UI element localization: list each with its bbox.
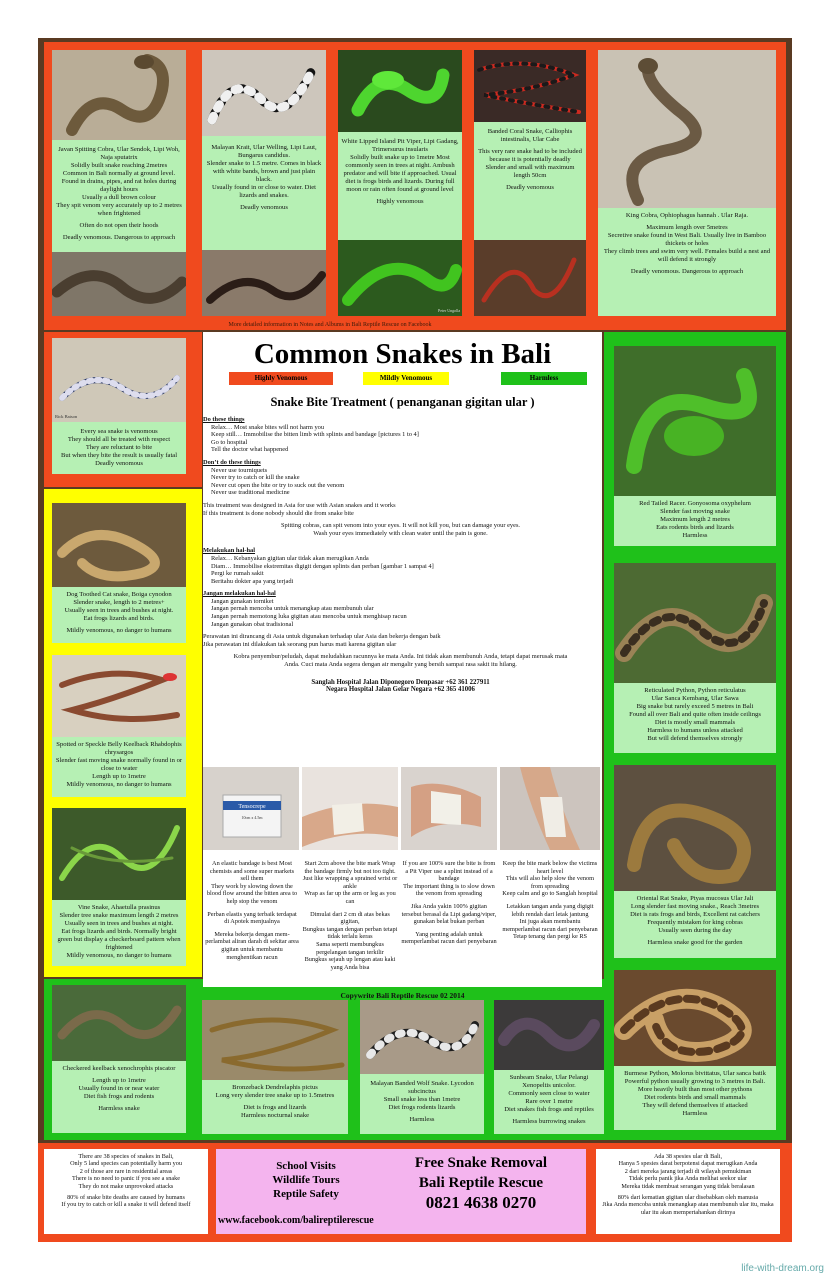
center-panel (203, 332, 602, 987)
phone-number[interactable]: 0821 4638 0270 (425, 1193, 537, 1212)
service-item: School Visits (276, 1160, 336, 1172)
jangan-title: Jangan melakukan hal-hal (203, 590, 276, 598)
info-line: Mereka tidak membuat serangan yang tidak beralasan (621, 1182, 755, 1190)
red-tailed-racer-photo (614, 346, 776, 496)
services-list (226, 1159, 386, 1201)
coral-snake-photo (474, 50, 586, 122)
jangan-item: Jangan gunakan obat tradisional (211, 620, 294, 628)
footer-info-english (44, 1149, 208, 1234)
removal-block (376, 1153, 586, 1213)
info-line: 2 dari mereka jarang terjadi di wilayah pemukiman (624, 1167, 752, 1175)
do-title: Do these things (203, 416, 245, 423)
bandage-step-1-caption: An elastic bandage is best Most chemists and some super markets sell them They work by slowing down the blood flow around the bitten area to help stop the venom Perban elastis yang terbaik terdapat di Apotek menjualnya Mereka bekerja dengan mem-perlambat aliran darah di sekitar area gigitan untuk membantu menghentikan racun (205, 860, 299, 961)
malayan-krait-photo-2 (202, 250, 326, 316)
reticulated-python-caption: Reticulated Python, Python reticulatus Ular Sanca Kembang, Ular Sawa Big snake but rarely exceed 5 metres in Bali Found all over Bali and quite often inside ceilings Diet is mostly small mammals Harmless to humans unless attacked But will defend themselves strongly (629, 687, 761, 742)
rat-snake-card (614, 765, 776, 958)
hospital-negara: Negara Hospital Jalan Gelar Negara +62 365 41006 (326, 686, 475, 694)
sea-snake-card (52, 338, 186, 474)
photo-credit-rick: Rick Batson (55, 414, 78, 419)
rat-snake-photo (614, 765, 776, 891)
coral-snake-caption: Banded Coral Snake, Calliophis intestinalis, Ular Cabe This very rare snake had to be included because it is potentially deadly Slender and small with maximum length 50cm Deadly venomous (478, 128, 582, 191)
legend-highly-venomous: Highly Venomous (229, 372, 333, 385)
asia-note: This treatment was designed in Asia for use with Asian snakes and it works (203, 501, 396, 509)
org-name: Bali Reptile Rescue (418, 1175, 544, 1191)
perawatan-note: Jika perawatan ini dilakukan tak seorang pun harus mati karena gigitan ular (203, 640, 397, 648)
dog-toothed-card (52, 503, 186, 643)
checkered-keelback-card (52, 985, 186, 1133)
dont-item: Never try to catch or kill the snake (211, 474, 300, 482)
bronzeback-caption: Bronzeback Dendrelaphis pictus Long very slender tree snake up to 1.5metres Diet is frogs and lizards Harmless nocturnal snake (215, 1084, 335, 1119)
jangan-item: Jangan gunakan torniket (211, 597, 274, 605)
keelback-caption: Spotted or Speckle Belly Keelback Rhabdophis chrysargos Slender fast moving snake normally found in or close to water Length up to 1metre Mildly venomous, no danger to humans (55, 741, 183, 788)
vine-snake-card (52, 808, 186, 966)
malayan-krait-caption: Malayan Krait, Ular Welling, Lipi Laut, Bungarus candidus. Slender snake to 1.5 metre. Comes in black with white bands, brown and just plain black. Usually found in or close to water. Diet lizards and snakes. Deadly venomous (206, 144, 322, 211)
pit-viper-photo-2 (338, 240, 462, 316)
info-line: Hanya 5 spesies darat berpotensi dapat merugikan Anda (618, 1160, 758, 1168)
lakukan-item: Beritahu dokter apa yang terjadi (211, 577, 294, 585)
bandage-step-4-photo (500, 767, 600, 850)
bandage-step-2-photo (302, 767, 398, 850)
checkered-keelback-caption: Checkered keelback xenochrophis piscator Length up to 1metre Usually found in or near water Diet fish frogs and rodents Harmless snake (62, 1065, 176, 1112)
jangan-item: Jangan pernah mencoba untuk menangkap atau membunuh ular (211, 605, 374, 613)
dont-title: Don’t do these things (203, 458, 261, 466)
dog-toothed-photo (52, 503, 186, 587)
info-line: There is no need to panic if you see a snake (72, 1175, 180, 1183)
javan-cobra-photo-2 (52, 252, 186, 316)
malayan-krait-photo (202, 50, 326, 136)
bandage-step-3-photo (401, 767, 497, 850)
wolf-snake-caption: Malayan Banded Wolf Snake. Lycodon subcinctus Small snake less than 1metre Diet frogs rodents lizards Harmless (370, 1080, 474, 1123)
wolf-snake-card (360, 1000, 484, 1134)
photo-credit-peter: Peter Ungolla (438, 308, 461, 313)
bandage-brand-label: Tensocrepe (238, 804, 266, 810)
info-line: If you try to catch or kill a snake it will defend itself (61, 1201, 191, 1209)
service-item: Reptile Safety (273, 1188, 339, 1200)
keelback-card (52, 655, 186, 797)
wolf-snake-photo (360, 1000, 484, 1074)
info-line: Jika Anda mencoba untuk menangkap atau membunuh ular itu, maka ular itu akan mempertahankan dirinya (602, 1201, 774, 1216)
info-line: Tidak perlu panik jika Anda melihat seekor ular (628, 1175, 748, 1183)
vine-snake-photo (52, 808, 186, 900)
asia-note: If this treatment is done nobody should die from snake bite (203, 509, 354, 517)
removal-title: Free Snake Removal (414, 1155, 548, 1171)
reticulated-python-photo (614, 563, 776, 683)
lakukan-title: Melakukan hal-hal (203, 547, 256, 555)
coral-snake-card (474, 50, 586, 316)
treatment-text (203, 416, 598, 694)
burmese-python-card (614, 970, 776, 1130)
burmese-python-caption: Burmese Python, Molorus bivittatus, Ular sanca batik Powerful python usually growing to 3 metres in Bali. More heavily built than most other pythons Diet rodents birds and small mammals They will defend themselves if attacked Harmless (624, 1070, 766, 1117)
bandage-size-label: 10cm x 4.5m (241, 815, 263, 820)
pit-viper-caption: White Lipped Island Pit Viper, Lipi Gadang, Trimersurus insularis Solidly built snake up to 1metre Most commonly seen in trees at night. Ambush predator and will bite if approached. Usual diet is frogs birds and lizards. During full moon or rain often found at ground level Highly venomous (341, 138, 459, 205)
info-line: 2 of those are rare in residential areas (79, 1167, 173, 1175)
do-item: Keep still… Immobilise the bitten limb with splints and bandage [pictures 1 to 4] (211, 431, 419, 439)
dont-item: Never cut open the bite or try to suck out the venom (211, 481, 345, 489)
hospital-sanglah: Sanglah Hospital Jalan Diponegoro Denpasar +62 361 227911 (311, 678, 490, 686)
king-cobra-card (598, 50, 776, 316)
sunbeam-snake-photo (494, 1000, 604, 1070)
bandage-step-1-photo (203, 767, 299, 850)
kobra-note: Anda. Cuci mata Anda segera dengan air mengalir yang bersih sampai rasa sakit itu hilang. (284, 661, 517, 669)
do-item: Go to hospital (211, 438, 248, 446)
do-item: Relax… Most snake bites will not harm you (211, 423, 325, 431)
treatment-heading: Snake Bite Treatment ( penanganan gigitan ular ) (270, 395, 535, 409)
footer-info-indonesian (596, 1149, 780, 1234)
top-note: More detailed information in Notes and Albums in Bali Reptile Rescue on Facebook (228, 322, 432, 328)
bronzeback-photo (202, 1000, 348, 1080)
sunbeam-snake-caption: Sunbeam Snake, Ular Pelangi Xenopeltis unicolor. Commonly seen close to water Rare over 1 metre Diet snakes fish frogs and reptiles Harmless burrowing snakes (504, 1074, 594, 1125)
lakukan-item: Pergi ke rumah sakit (211, 570, 264, 578)
kobra-note: Kobra penyembur/peludah, dapat meludahkan racunnya ke mata Anda. Ini tidak akan membunuh Anda, tetapi dapat merusak mata (233, 653, 568, 661)
keelback-photo (52, 655, 186, 737)
do-item: Tell the doctor what happened (211, 446, 289, 454)
king-cobra-photo (598, 50, 776, 208)
sea-snake-photo (52, 338, 186, 422)
dont-item: Never use traditional medicine (211, 489, 290, 497)
king-cobra-caption: King Cobra, Ophiophagus hannah . Ular Raja. Maximum length over 5metres Secretive snake found in West Bali. Usually live in Bamboo thickets or holes They climb trees and swim very well. Females build a nest and will defend it strongly Deadly venomous. Dangerous to approach (603, 212, 771, 275)
lakukan-item: Diam… Immobilise ekstremitas digigit dengan splints dan perban [gambar 1 sampai 4] (211, 562, 434, 570)
spit-note: Wash your eyes immediately with clean water until the pain is gone. (313, 529, 488, 537)
dont-item: Never use tourniquets (211, 466, 268, 474)
info-line: 80% of snake bite deaths are caused by humans (67, 1194, 185, 1202)
bandage-step-3-caption: If you are 100% sure the bite is from a Pit Viper use a splint instead of a bandage The important thing is to slow down the venom from spreading Jika Anda yakin 100% gigitan tersebut berasal da Lipi gadang/viper, gunakan belat bukan perban Yang penting adalah untuk memperlambat racun dari penyebaran (401, 860, 497, 946)
reticulated-python-card (614, 563, 776, 753)
dog-toothed-caption: Dog Toothed Cat snake, Boiga cynodon Slender snake, length to 2 metres+ Usually seen in trees and bushes at night. Eat frogs lizards and birds. Mildly venomous, no danger to humans (64, 591, 174, 634)
legend-harmless: Harmless (501, 372, 587, 385)
spit-note: Spitting cobras, can spit venom into your eyes. It will not kill you, but can damage your eyes. (280, 522, 521, 530)
checkered-keelback-photo (52, 985, 186, 1061)
pit-viper-card (338, 50, 462, 316)
malayan-krait-card (202, 50, 326, 316)
facebook-link[interactable]: www.facebook.com/balireptilerescue (218, 1215, 374, 1226)
javan-cobra-photo (52, 50, 186, 140)
bandage-step-4-caption: Keep the bite mark below the victims heart level This will also help slow the venom from spreading Keep calm and go to Sanglah hospital Letakkan tangan anda yang digigit lebih rendah dari letak jantung Ini juga akan membantu memperlambat racun dari penyebaran Tetap tenang dan pergi ke RS (502, 860, 598, 941)
sunbeam-snake-card (494, 1000, 604, 1134)
red-tailed-racer-caption: Red Tailed Racer. Gonyosoma oxyphelum Slender fast moving snake Maximum length 2 metres Eats rodents birds and lizards Harmless (639, 500, 751, 539)
legend-mildly-venomous: Mildly Venomous (363, 372, 449, 385)
lakukan-item: Relax… Kebanyakan gigitan ular tidak akan merugikan Anda (211, 554, 369, 562)
red-tailed-racer-card (614, 346, 776, 546)
info-line: Only 5 land species can potentially harm you (70, 1160, 182, 1168)
coral-snake-photo-2 (474, 240, 586, 316)
service-item: Wildlife Tours (272, 1174, 340, 1186)
rat-snake-caption: Oriental Rat Snake, Ptyas mucosus Ular Jali Long slender fast moving snake., Reach 3metres Diet is rats frogs and birds, Excellent rat catchers Frequently mistaken for king cobras Usually seen during the day Harmless snake good for the garden (630, 895, 760, 946)
jangan-item: Jangan pernah memotong luka gigitan atau mencoba untuk menghisap racun (211, 613, 407, 621)
bandage-step-2-caption: Start 2cm above the bite mark Wrap the bandage firmly but not too tight. Just like wrapping a sprained wrist or ankle Wrap as far up the arm or leg as you can Dimulai dari 2 cm di atas bekas gigitan, Bungkus tangan dengan perban tetapi tidak terlalu keras Sama seperti membungkus pergelangan tangan terkilir Bungkus sejauh up lengan atau kaki yang Anda bisa (302, 860, 398, 971)
javan-cobra-caption: Javan Spitting Cobra, Ular Sendok, Lipi Woh, Naja sputatrix Solidly built snake reaching 2metres Common in Bali normally at ground level. Found in drains, pipes, and rat holes during daylight hours Usually a dull brown colour They spit venom very accurately up to 2 metres when frightened Often do not open their hoods Deadly venomous. Dangerous to approach (56, 146, 182, 241)
pit-viper-photo (338, 50, 462, 132)
bronzeback-card (202, 1000, 348, 1134)
info-line: They do not make unprovoked attacks (78, 1182, 174, 1190)
copyright-text: Copywrite Bali Reptile Rescue 02 2014 (340, 991, 465, 1000)
sea-snake-caption: Every sea snake is venomous They should all be treated with respect They are reluctant to bite But when they bite the result is usually fatal Deadly venomous (60, 428, 178, 467)
contact-box (216, 1149, 586, 1234)
watermark: life-with-dream.org (741, 1263, 824, 1274)
info-line: Ada 38 spesies ular di Bali, (653, 1153, 723, 1160)
burmese-python-photo (614, 970, 776, 1066)
page-title: Common Snakes in Bali (253, 338, 552, 370)
perawatan-note: Perawatan ini dirancang di Asia untuk digunakan terhadap ular Asia dan bekerja dengan baik (203, 633, 441, 641)
info-line: 80% dari kematian gigitan ular disebabkan oleh manusia (617, 1194, 759, 1202)
vine-snake-caption: Vine Snake, Ahaetulla prasinus Slender tree snake maximum length 2 metres Usually seen in trees and bushes at night. Eat frogs lizards and birds. Normally bright green but display a checkerboard pattern when frightened Mildly venomous, no danger to humans (57, 904, 181, 959)
javan-cobra-card (52, 50, 186, 316)
info-line: There are 38 species of snakes in Bali, (78, 1153, 174, 1160)
